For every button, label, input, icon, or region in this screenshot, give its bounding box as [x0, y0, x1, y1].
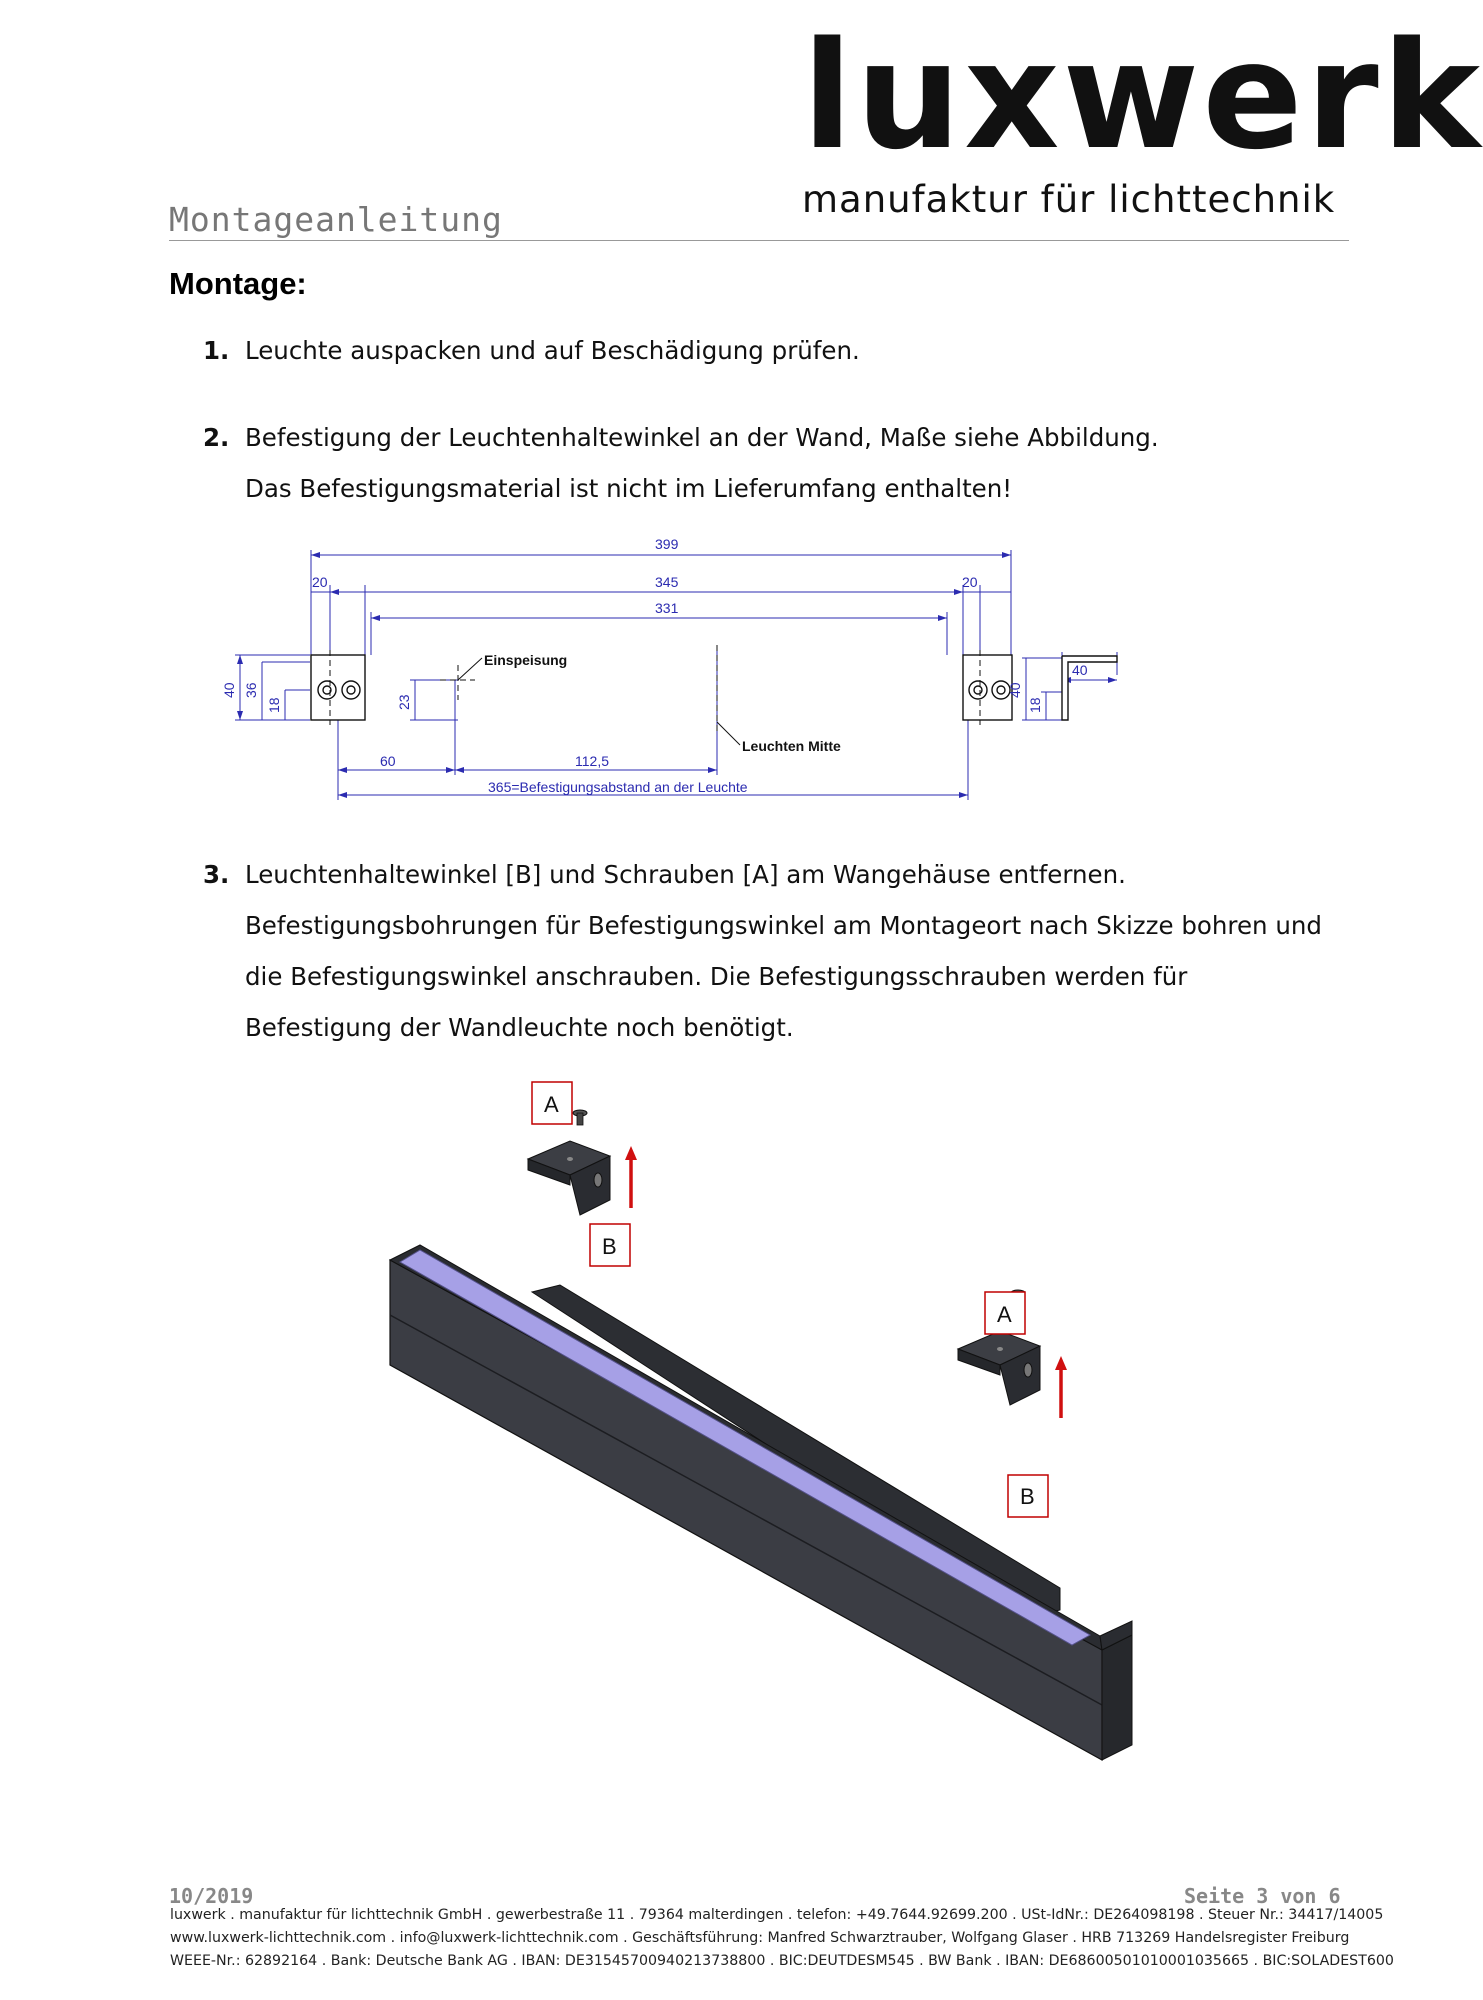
logo-tagline: manufaktur für lichttechnik	[802, 178, 1336, 221]
step-3-line-3: die Befestigungswinkel anschrauben. Die Befestigungsschrauben werden für	[245, 962, 1188, 991]
step-1-line-1: Leuchte auspacken und auf Beschädigung prüfen.	[245, 336, 860, 365]
logo-wordmark: luxwerk	[802, 10, 1483, 182]
document-title: Montageanleitung	[169, 200, 503, 239]
step-2-line-1: Befestigung der Leuchtenhaltewinkel an der Wand, Maße siehe Abbildung.	[245, 423, 1159, 452]
step-3-line-2: Befestigungsbohrungen für Befestigungswinkel am Montageort nach Skizze bohren und	[245, 911, 1322, 940]
bracket-upper	[528, 1141, 610, 1215]
screw-upper	[573, 1110, 587, 1125]
dim-36-label: 36	[243, 682, 259, 698]
label-b-lower: B	[1020, 1484, 1035, 1509]
bracket-lower	[958, 1331, 1040, 1405]
step-2-line-2: Das Befestigungsmaterial ist nicht im Lieferumfang enthalten!	[245, 474, 1013, 503]
dim-345-label: 345	[655, 574, 679, 590]
mounting-dimension-drawing	[200, 530, 1200, 810]
lift-arrow-lower	[1055, 1356, 1067, 1418]
dim-331-label: 331	[655, 600, 679, 616]
label-b-upper: B	[602, 1234, 617, 1259]
lift-arrow-upper	[625, 1146, 637, 1208]
side-height-40-label: 40	[1007, 682, 1023, 698]
side-width-label: 40	[1072, 662, 1088, 678]
label-a-upper: A	[544, 1092, 559, 1117]
section-title: Montage:	[169, 266, 307, 301]
dim-23-label: 23	[396, 694, 412, 710]
side-height-18-label: 18	[1027, 697, 1043, 713]
dim-40-label: 40	[221, 682, 237, 698]
luminaire-exploded-figure	[380, 1080, 1120, 1780]
step-3-line-4: Befestigung der Wandleuchte noch benötigt.	[245, 1013, 794, 1042]
dim-mounting-label: 365=Befestigungsabstand an der Leuchte	[488, 779, 748, 795]
dim-60-label: 60	[380, 753, 396, 769]
step-3-line-1: Leuchtenhaltewinkel [B] und Schrauben [A] am Wangehäuse entfernen.	[245, 860, 1126, 889]
footer-company-line: luxwerk . manufaktur für lichttechnik GmbH . gewerbestraße 11 . 79364 malterdingen . telefon: +49.7644.92699.200 . USt-IdNr.: DE264098198 . Steuer Nr.: 34417/14005	[170, 1907, 1384, 1923]
step-3-number: 3.	[203, 860, 230, 889]
feed-point-label: Einspeisung	[484, 652, 568, 668]
dim-left-offset-label: 20	[312, 574, 328, 590]
footer-page-number: Seite 3 von 6	[1184, 1884, 1341, 1908]
footer-bank-line: WEEE-Nr.: 62892164 . Bank: Deutsche Bank AG . IBAN: DE31545700940213738800 . BIC:DEUTDESM545 . BW Bank . IBAN: DE68600501010001035665 . BIC:SOLADEST600	[170, 1953, 1394, 1969]
center-label: Leuchten Mitte	[742, 738, 841, 754]
step-1-number: 1.	[203, 336, 230, 365]
dim-center-label: 112,5	[575, 753, 609, 769]
dim-18-label: 18	[266, 697, 282, 713]
footer-date: 10/2019	[169, 1884, 254, 1908]
dim-right-offset-label: 20	[962, 574, 978, 590]
dim-total-label: 399	[655, 536, 679, 552]
step-2-number: 2.	[203, 423, 230, 452]
label-a-lower: A	[997, 1302, 1012, 1327]
header-divider	[169, 240, 1349, 241]
footer-contact-line: www.luxwerk-lichttechnik.com . info@luxwerk-lichttechnik.com . Geschäftsführung: Manfred Schwarztrauber, Wolfgang Glaser . HRB 713269 Handelsregister Freiburg	[170, 1930, 1350, 1946]
